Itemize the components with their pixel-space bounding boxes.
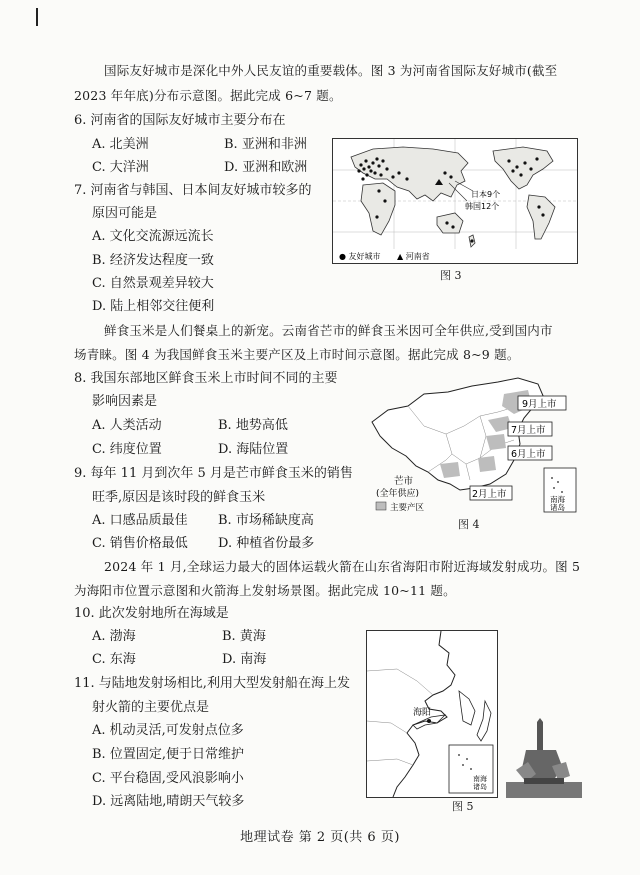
passage-3-line-2: 为海阳市位置示意图和火箭海上发射场景图。据此完成 10~11 题。 — [74, 583, 456, 598]
question-8-option-b[interactable]: B. 地势高低 — [218, 418, 288, 433]
question-11-option-d[interactable]: D. 远离陆地,晴朗天气较多 — [92, 794, 245, 809]
mangshi-label: 芒市 — [394, 476, 414, 487]
question-6-option-c[interactable]: C. 大洋洲 — [92, 160, 149, 175]
landmass-north-america — [493, 147, 553, 189]
question-8-stem-line-2: 影响因素是 — [92, 394, 158, 409]
question-8-option-d[interactable]: D. 海陆位置 — [218, 442, 289, 457]
korean-peninsula — [459, 691, 475, 725]
question-9-stem-line-1: 9. 每年 11 月到次年 5 月是芒市鲜食玉米的销售 — [74, 466, 353, 481]
inset-nanhai-label-1: 南海 — [550, 495, 565, 504]
september-market-label: 9月上市 — [522, 399, 557, 410]
sea-surface — [506, 782, 582, 798]
question-10-option-b[interactable]: B. 黄海 — [222, 629, 266, 644]
question-10-option-a[interactable]: A. 渤海 — [92, 629, 136, 644]
question-11-option-b[interactable]: B. 位置固定,便于日常维护 — [92, 747, 244, 762]
inset-nanhai-label-5a: 南海 — [473, 775, 487, 783]
question-10-option-d[interactable]: D. 南海 — [222, 652, 267, 667]
page-footer: 地理试卷 第 2 页(共 6 页) — [240, 830, 400, 845]
passage-2-line-1: 鲜食玉米是人们餐桌上的新宠。云南省芒市的鲜食玉米因可全年供应,受到国内市 — [104, 323, 553, 338]
haiyang-city-dot — [427, 719, 431, 723]
june-market-label: 6月上市 — [511, 449, 546, 460]
question-6-stem: 6. 河南省的国际友好城市主要分布在 — [74, 113, 286, 128]
passage-1-line-1: 国际友好城市是深化中外人民友谊的重要载体。图 3 为河南省国际友好城市(截至 — [104, 63, 558, 78]
figure-3-caption: 图 3 — [440, 269, 462, 282]
rocket-body — [537, 722, 543, 750]
rocket-photo-svg — [506, 718, 582, 798]
question-10-option-c[interactable]: C. 东海 — [92, 652, 136, 667]
question-8-option-a[interactable]: A. 人类活动 — [92, 418, 162, 433]
question-6-option-d[interactable]: D. 亚洲和欧洲 — [224, 160, 308, 175]
question-7-option-a[interactable]: A. 文化交流源远流长 — [92, 229, 214, 244]
binding-mark — [36, 8, 38, 26]
passage-2-line-2: 场青睐。图 4 为我国鲜食玉米主要产区及上市时间示意图。据此完成 8~9 题。 — [74, 347, 520, 362]
question-8-option-c[interactable]: C. 纬度位置 — [92, 442, 162, 457]
question-7-option-b[interactable]: B. 经济发达程度一致 — [92, 253, 214, 268]
question-7-stem-line-1: 7. 河南省与韩国、日本间友好城市较多的 — [74, 183, 312, 198]
landmass-south-america — [527, 195, 555, 239]
question-9-option-a[interactable]: A. 口感品质最佳 — [92, 513, 188, 528]
question-7-option-c[interactable]: C. 自然景观差异较大 — [92, 276, 214, 291]
legend-area-swatch — [376, 502, 386, 510]
world-map-svg — [333, 139, 577, 263]
landmass-australia — [437, 213, 463, 233]
question-9-stem-line-2: 旺季,原因是该时段的鲜食玉米 — [92, 490, 266, 505]
china-map-svg — [368, 376, 580, 514]
figure-4-china-map — [368, 376, 580, 514]
passage-3-line-1: 2024 年 1 月,全球运力最大的固体运载火箭在山东省海阳市附近海域发射成功。图 5 — [104, 559, 581, 574]
question-7-stem-line-2: 原因可能是 — [92, 206, 158, 221]
figure-5-caption: 图 5 — [452, 800, 474, 813]
inset-nanhai-label-5b: 诸岛 — [473, 783, 487, 791]
figure-3-world-map — [332, 138, 578, 264]
korea-label: 韩国12个 — [465, 202, 500, 211]
inset-nanhai-label-2: 诸岛 — [550, 503, 565, 512]
question-11-option-c[interactable]: C. 平台稳固,受风浪影响小 — [92, 771, 244, 786]
july-market-label: 7月上市 — [511, 425, 546, 436]
haiyang-label: 海阳 — [413, 708, 432, 718]
rocket-launch-photo — [506, 718, 582, 798]
legend-friendship-city: ● 友好城市 — [339, 252, 381, 261]
figure-4-caption: 图 4 — [458, 518, 480, 531]
february-market-label: 2月上市 — [472, 489, 507, 500]
question-10-stem: 10. 此次发射地所在海域是 — [74, 606, 229, 621]
japan-islands — [477, 701, 491, 741]
legend-henan-province: ▲ 河南省 — [397, 252, 430, 261]
haiyang-map-svg — [367, 631, 497, 797]
question-7-option-d[interactable]: D. 陆上相邻交往便利 — [92, 299, 215, 314]
question-9-option-b[interactable]: B. 市场稀缺度高 — [218, 513, 314, 528]
figure-5-location-map — [366, 630, 498, 798]
launch-ship — [524, 778, 564, 784]
question-6-option-b[interactable]: B. 亚洲和非洲 — [224, 137, 307, 152]
passage-1-line-2: 2023 年年底)分布示意图。据此完成 6~7 题。 — [74, 88, 342, 103]
question-6-option-a[interactable]: A. 北美洲 — [92, 137, 149, 152]
question-11-option-a[interactable]: A. 机动灵活,可发射点位多 — [92, 723, 244, 738]
legend-main-area: 主要产区 — [390, 503, 425, 513]
question-9-option-c[interactable]: C. 销售价格最低 — [92, 536, 188, 551]
question-8-stem-line-1: 8. 我国东部地区鲜食玉米上市时间不同的主要 — [74, 371, 338, 386]
question-9-option-d[interactable]: D. 种植省份最多 — [218, 536, 315, 551]
japan-label: 日本9个 — [471, 190, 501, 199]
question-11-stem-line-2: 射火箭的主要优点是 — [92, 700, 210, 715]
all-year-supply-label: (全年供应) — [376, 489, 420, 499]
question-11-stem-line-1: 11. 与陆地发射场相比,利用大型发射船在海上发 — [74, 676, 350, 691]
